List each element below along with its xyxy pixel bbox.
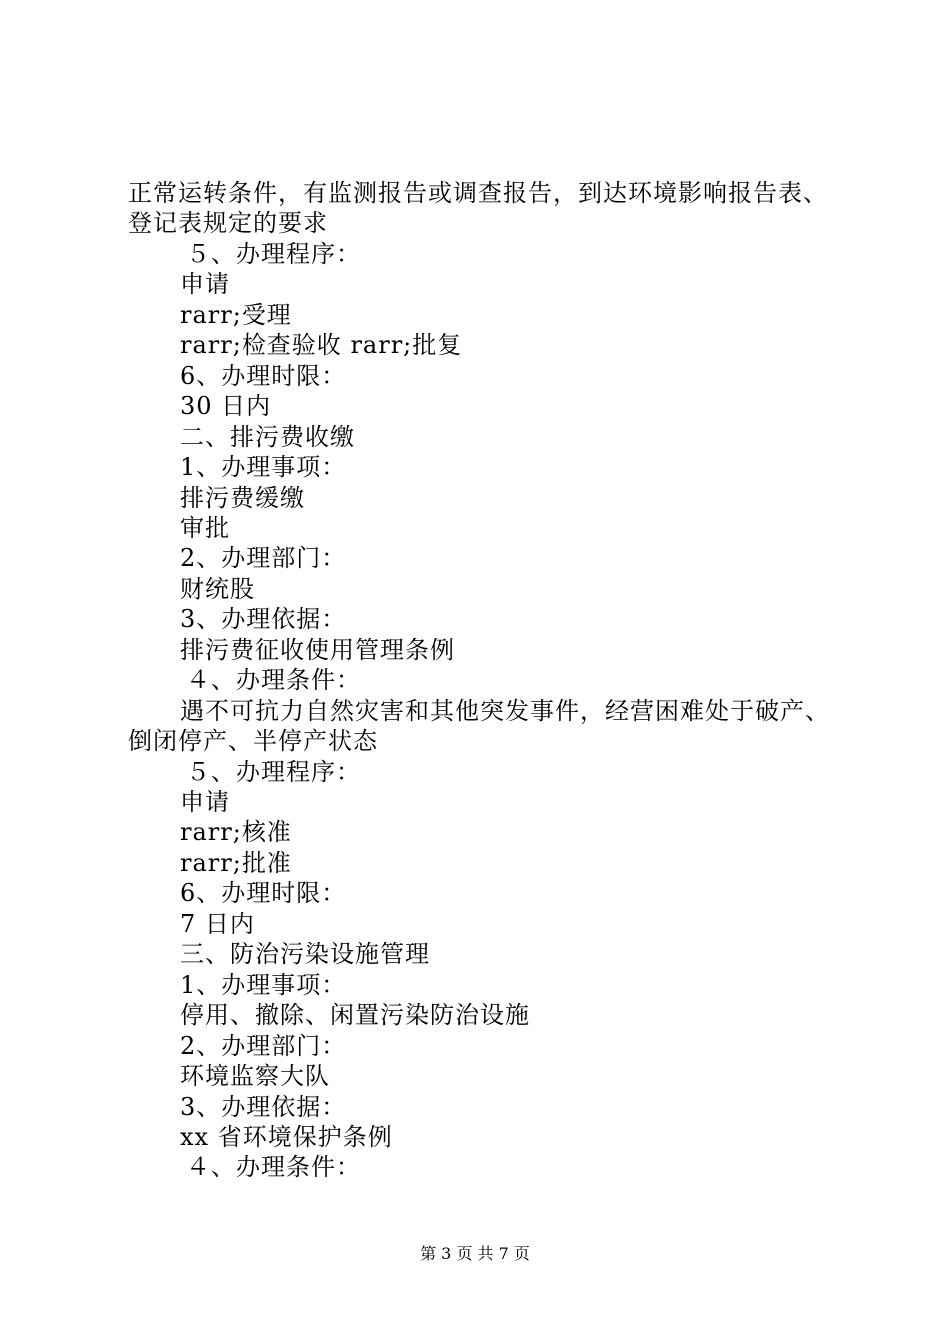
section-heading: 3、办理依据：: [180, 605, 347, 633]
body-line: 财统股: [180, 575, 255, 603]
body-line: 排污费缓缴: [180, 484, 305, 512]
section-heading: 1、办理事项：: [180, 971, 347, 999]
section-heading: 6、办理时限：: [180, 879, 347, 907]
section-heading: 3、办理依据：: [180, 1093, 347, 1121]
page-number: 第 3 页 共 7 页: [420, 1244, 530, 1263]
section-heading: 6、办理时限：: [180, 362, 347, 390]
section-heading: 1、办理事项：: [180, 453, 347, 481]
section-heading: ５、办理程序：: [186, 758, 361, 786]
body-line: 排污费征收使用管理条例: [180, 636, 455, 664]
body-line: rarr;批准: [180, 849, 292, 877]
section-heading: ４、办理条件：: [186, 1153, 361, 1181]
section-heading: ５、办理程序：: [186, 240, 361, 268]
body-line: xx 省环境保护条例: [180, 1123, 393, 1151]
body-line: 申请: [180, 788, 230, 816]
section-heading: ４、办理条件：: [186, 666, 361, 694]
chapter-heading: 三、防治污染设施管理: [180, 940, 430, 968]
body-line: rarr;检查验收 rarr;批复: [180, 331, 463, 359]
body-line: 7 日内: [180, 910, 255, 938]
body-line: 遇不可抗力自然灾害和其他突发事件，经营困难处于破产、: [180, 697, 830, 725]
section-heading: 2、办理部门：: [180, 1032, 347, 1060]
body-line: 审批: [180, 514, 230, 542]
body-line: 倒闭停产、半停产状态: [128, 727, 378, 755]
chapter-heading: 二、排污费收缴: [180, 423, 355, 451]
section-heading: 2、办理部门：: [180, 544, 347, 572]
body-line: 申请: [180, 270, 230, 298]
body-line: 正常运转条件，有监测报告或调查报告，到达环境影响报告表、: [128, 179, 828, 207]
body-line: rarr;核准: [180, 818, 292, 846]
body-line: rarr;受理: [180, 301, 292, 329]
body-line: 环境监察大队: [180, 1062, 330, 1090]
body-line: 30 日内: [180, 392, 272, 420]
body-line: 停用、撤除、闲置污染防治设施: [180, 1001, 530, 1029]
body-line: 登记表规定的要求: [128, 209, 328, 237]
